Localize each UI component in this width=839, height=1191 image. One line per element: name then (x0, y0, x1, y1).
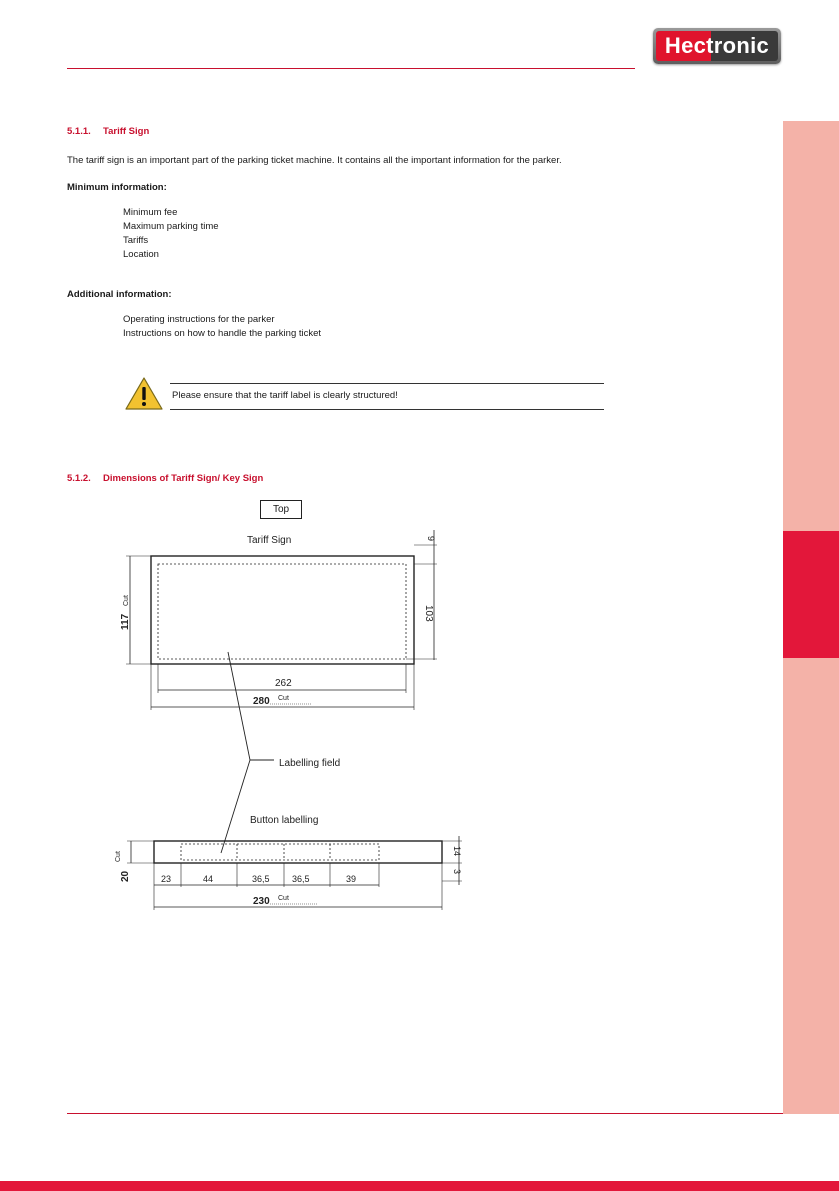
section-heading-dimensions (67, 473, 263, 484)
key-labelling-area (181, 844, 379, 860)
key-sign-outline (154, 841, 442, 863)
dim-width-total: 280 (253, 696, 270, 707)
dim-height-total: 117 (120, 613, 131, 630)
minimum-info-list (123, 206, 219, 262)
list-item: Maximum parking time (123, 221, 219, 232)
additional-info-label: Additional information: (67, 289, 172, 300)
notice-rule-top (170, 383, 604, 384)
dim-inner-width: 262 (275, 678, 292, 689)
labelling-field-label: Labelling field (279, 758, 341, 769)
side-tab-active (783, 531, 839, 658)
section-heading-tariff-sign (67, 126, 149, 137)
cut-label: Cut (278, 695, 289, 702)
header-rule (67, 68, 635, 69)
dim-key-height: 20 (120, 870, 131, 882)
footer-bar (0, 1181, 839, 1191)
section-number: 5.1.2. (67, 473, 91, 484)
dim-key-segment: 23 (161, 874, 172, 884)
notice-rule-bottom (170, 409, 604, 410)
list-item: Tariffs (123, 235, 149, 246)
cut-label: Cut (123, 595, 130, 606)
tariff-labelling-area (158, 564, 406, 659)
footer-rule (67, 1113, 783, 1114)
list-item: Instructions on how to handle the parking ticket (123, 328, 322, 339)
top-label-box: Top (260, 500, 302, 519)
minimum-info-label: Minimum information: (67, 182, 167, 193)
dim-top-offset: 9 (426, 536, 436, 542)
dim-key-right-outer: 14 (452, 846, 462, 857)
notice-text: Please ensure that the tariff label is clearly structured! (172, 390, 398, 401)
warning-icon (124, 376, 164, 412)
list-item: Operating instructions for the parker (123, 314, 275, 325)
dim-inner-height: 103 (423, 605, 434, 622)
cut-label: Cut (278, 895, 289, 902)
hectronic-logo (653, 28, 781, 64)
section-title: Tariff Sign (103, 126, 150, 137)
dim-key-segment: 39 (346, 874, 357, 884)
logo-text: Hectronic (664, 33, 770, 58)
section-title: Dimensions of Tariff Sign/ Key Sign (103, 473, 264, 484)
dim-key-right-inner: 3 (452, 869, 462, 875)
tariff-sign-label: Tariff Sign (247, 535, 292, 546)
section-number: 5.1.1. (67, 126, 91, 137)
intro-paragraph: The tariff sign is an important part of the parking ticket machine. It contains all the important information for the parker. (67, 155, 562, 166)
list-item: Location (123, 249, 159, 260)
list-item: Minimum fee (123, 207, 178, 218)
dim-key-width-total: 230 (253, 896, 270, 907)
dim-key-segment: 36,5 (252, 874, 270, 884)
dim-key-segment: 36,5 (292, 874, 310, 884)
cut-label: Cut (115, 851, 122, 862)
button-labelling-label: Button labelling (250, 815, 319, 826)
additional-info-list (123, 313, 321, 341)
tariff-sign-outline (151, 556, 414, 664)
dim-key-segment: 44 (203, 874, 214, 884)
